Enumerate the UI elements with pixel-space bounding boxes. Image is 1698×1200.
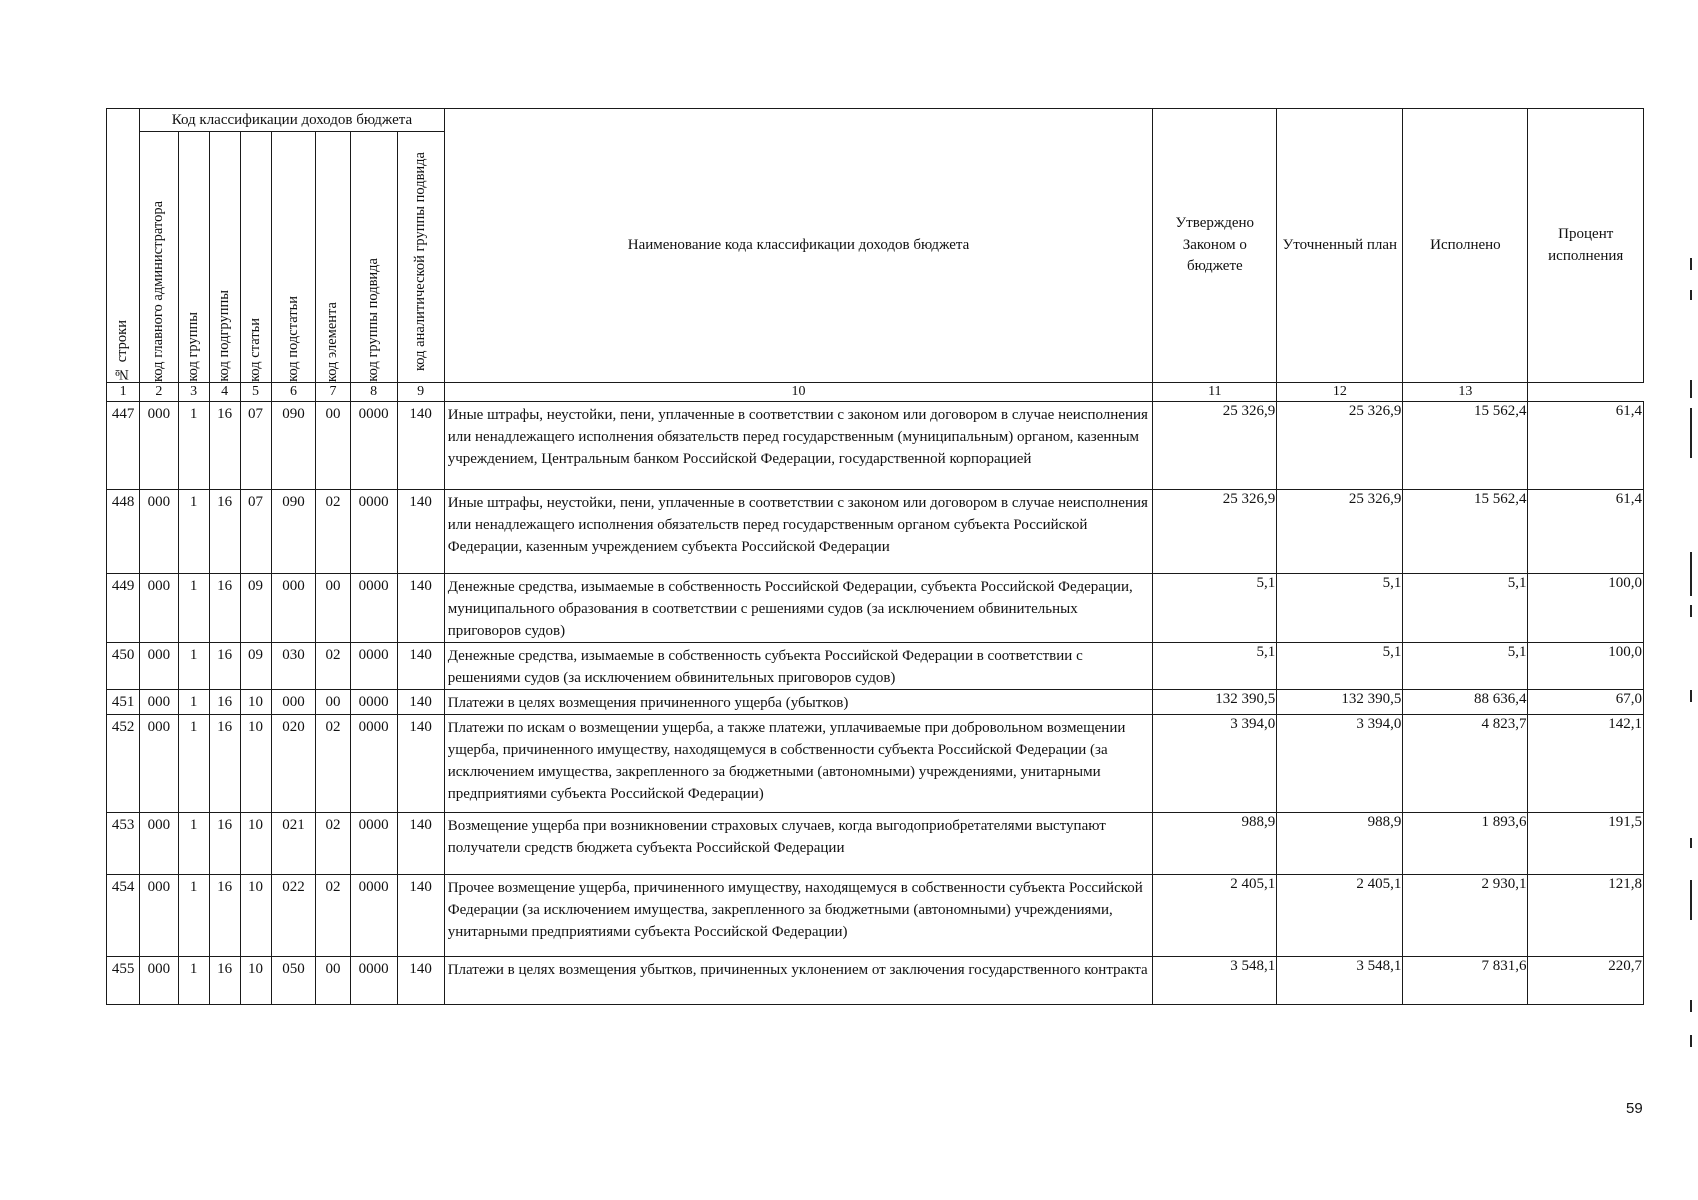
executed-value: 5,1 <box>1403 574 1528 643</box>
index-cell: 1 <box>107 383 140 402</box>
code-cell: 022 <box>271 875 316 957</box>
row-number: 454 <box>107 875 140 957</box>
budget-income-table <box>106 108 1644 1005</box>
code-cell: 16 <box>209 643 240 690</box>
row-number: 447 <box>107 402 140 490</box>
code-cell: 00 <box>316 574 350 643</box>
row-name: Денежные средства, изымаемые в собственность Российской Федерации, субъекта Российской Федерации, муниципального образования в соответствии с решениями судов (за исключением обвинительных приговоров судов) <box>444 574 1153 643</box>
refined-value: 988,9 <box>1277 813 1403 875</box>
code-cell: 000 <box>140 690 178 715</box>
approved-value: 5,1 <box>1153 643 1277 690</box>
code-cell: 10 <box>240 813 271 875</box>
code-cell: 140 <box>397 402 444 490</box>
code-cell: 140 <box>397 875 444 957</box>
code-cell: 09 <box>240 643 271 690</box>
executed-value: 1 893,6 <box>1403 813 1528 875</box>
code-cell: 000 <box>140 813 178 875</box>
code-cell: 1 <box>178 813 209 875</box>
percent-value: 100,0 <box>1528 574 1644 643</box>
code-cell: 16 <box>209 490 240 574</box>
code-cell: 0000 <box>350 690 397 715</box>
header-code-group-col: код группы <box>178 132 209 383</box>
code-cell: 000 <box>140 875 178 957</box>
code-cell: 1 <box>178 690 209 715</box>
code-cell: 000 <box>140 643 178 690</box>
approved-value: 132 390,5 <box>1153 690 1277 715</box>
header-executed: Исполнено <box>1403 109 1528 383</box>
index-cell: 13 <box>1403 383 1528 402</box>
approved-value: 2 405,1 <box>1153 875 1277 957</box>
code-cell: 140 <box>397 490 444 574</box>
code-cell: 1 <box>178 490 209 574</box>
row-number: 453 <box>107 813 140 875</box>
executed-value: 15 562,4 <box>1403 402 1528 490</box>
table-row <box>107 490 1644 574</box>
code-cell: 000 <box>140 490 178 574</box>
code-cell: 02 <box>316 490 350 574</box>
code-cell: 16 <box>209 690 240 715</box>
code-cell: 0000 <box>350 574 397 643</box>
code-cell: 140 <box>397 574 444 643</box>
code-cell: 0000 <box>350 402 397 490</box>
code-cell: 1 <box>178 574 209 643</box>
header-code-article: код статьи <box>240 132 271 383</box>
percent-value: 220,7 <box>1528 957 1644 1005</box>
index-cell: 7 <box>316 383 350 402</box>
code-cell: 090 <box>271 402 316 490</box>
code-cell: 000 <box>271 574 316 643</box>
code-cell: 02 <box>316 813 350 875</box>
executed-value: 7 831,6 <box>1403 957 1528 1005</box>
index-cell: 2 <box>140 383 178 402</box>
percent-value: 67,0 <box>1528 690 1644 715</box>
index-cell: 3 <box>178 383 209 402</box>
approved-value: 3 548,1 <box>1153 957 1277 1005</box>
table-row <box>107 402 1644 490</box>
code-cell: 10 <box>240 715 271 813</box>
row-name: Денежные средства, изымаемые в собственность субъекта Российской Федерации в соответствии с решениями судов (за исключением обвинительных приговоров судов) <box>444 643 1153 690</box>
code-cell: 0000 <box>350 957 397 1005</box>
approved-value: 25 326,9 <box>1153 402 1277 490</box>
code-cell: 10 <box>240 690 271 715</box>
row-number: 449 <box>107 574 140 643</box>
code-cell: 000 <box>140 402 178 490</box>
percent-value: 61,4 <box>1528 490 1644 574</box>
row-number: 452 <box>107 715 140 813</box>
row-number: 455 <box>107 957 140 1005</box>
row-name: Возмещение ущерба при возникновении страховых случаев, когда выгодоприобретателями выступают получатели средств бюджета субъекта Российской Федерации <box>444 813 1153 875</box>
row-name: Прочее возмещение ущерба, причиненного имуществу, находящемуся в собственности субъекта Российской Федерации (за исключением имущества, закрепленного за бюджетными (автономными) учреждениями, унитарными предприятиями субъекта Российской Федерации) <box>444 875 1153 957</box>
index-cell: 12 <box>1277 383 1403 402</box>
code-cell: 00 <box>316 402 350 490</box>
code-cell: 1 <box>178 875 209 957</box>
header-code-subtype-group: код группы подвида <box>350 132 397 383</box>
header-code-analytic-group: код аналитической группы подвида <box>397 132 444 383</box>
row-number: 451 <box>107 690 140 715</box>
header-refined: Уточненный план <box>1277 109 1403 383</box>
refined-value: 5,1 <box>1277 574 1403 643</box>
table-row <box>107 643 1644 690</box>
code-cell: 16 <box>209 875 240 957</box>
table-row <box>107 813 1644 875</box>
code-cell: 140 <box>397 715 444 813</box>
code-cell: 00 <box>316 957 350 1005</box>
row-number: 450 <box>107 643 140 690</box>
code-cell: 000 <box>140 574 178 643</box>
percent-value: 142,1 <box>1528 715 1644 813</box>
table-row <box>107 715 1644 813</box>
table-row <box>107 875 1644 957</box>
approved-value: 3 394,0 <box>1153 715 1277 813</box>
code-cell: 1 <box>178 715 209 813</box>
scan-edge-marks <box>1690 0 1698 1200</box>
code-cell: 140 <box>397 643 444 690</box>
approved-value: 5,1 <box>1153 574 1277 643</box>
code-cell: 050 <box>271 957 316 1005</box>
header-code-subgroup: код подгруппы <box>209 132 240 383</box>
refined-value: 25 326,9 <box>1277 490 1403 574</box>
code-cell: 07 <box>240 490 271 574</box>
code-cell: 0000 <box>350 490 397 574</box>
row-name: Иные штрафы, неустойки, пени, уплаченные в соответствии с законом или договором в случае неисполнения или ненадлежащего исполнения обязательств перед государственным органом субъекта Российской Федерации, казенным учреждением субъекта Российской Федерации <box>444 490 1153 574</box>
header-name: Наименование кода классификации доходов бюджета <box>444 109 1153 383</box>
code-cell: 16 <box>209 402 240 490</box>
row-name: Платежи в целях возмещения причиненного ущерба (убытков) <box>444 690 1153 715</box>
code-cell: 140 <box>397 813 444 875</box>
percent-value: 100,0 <box>1528 643 1644 690</box>
code-cell: 000 <box>271 690 316 715</box>
code-cell: 16 <box>209 715 240 813</box>
header-approved: Утверждено Законом о бюджете <box>1153 109 1277 383</box>
percent-value: 61,4 <box>1528 402 1644 490</box>
code-cell: 02 <box>316 875 350 957</box>
index-cell: 6 <box>271 383 316 402</box>
row-name: Иные штрафы, неустойки, пени, уплаченные в соответствии с законом или договором в случае неисполнения или ненадлежащего исполнения обязательств перед государственным (муниципальным) органом, казенным учреждением, Центральным банком Российской Федерации, государственной корпорацией <box>444 402 1153 490</box>
code-cell: 0000 <box>350 643 397 690</box>
code-cell: 140 <box>397 690 444 715</box>
code-cell: 02 <box>316 643 350 690</box>
code-cell: 1 <box>178 643 209 690</box>
header-code-group: Код классификации доходов бюджета <box>140 109 445 132</box>
code-cell: 00 <box>316 690 350 715</box>
percent-value: 191,5 <box>1528 813 1644 875</box>
row-number: 448 <box>107 490 140 574</box>
page-number: 59 <box>1626 1100 1643 1117</box>
code-cell: 0000 <box>350 715 397 813</box>
code-cell: 0000 <box>350 875 397 957</box>
code-cell: 090 <box>271 490 316 574</box>
code-cell: 09 <box>240 574 271 643</box>
code-cell: 1 <box>178 957 209 1005</box>
code-cell: 000 <box>140 715 178 813</box>
refined-value: 3 548,1 <box>1277 957 1403 1005</box>
index-row <box>107 383 1644 402</box>
refined-value: 5,1 <box>1277 643 1403 690</box>
index-cell: 4 <box>209 383 240 402</box>
header-code-element: код элемента <box>316 132 350 383</box>
code-cell: 021 <box>271 813 316 875</box>
header-code-subarticle: код подстатьи <box>271 132 316 383</box>
approved-value: 25 326,9 <box>1153 490 1277 574</box>
code-cell: 0000 <box>350 813 397 875</box>
table-row <box>107 690 1644 715</box>
executed-value: 4 823,7 <box>1403 715 1528 813</box>
executed-value: 88 636,4 <box>1403 690 1528 715</box>
index-cell: 5 <box>240 383 271 402</box>
header-row-number: № строки <box>107 109 140 383</box>
executed-value: 15 562,4 <box>1403 490 1528 574</box>
code-cell: 16 <box>209 813 240 875</box>
table-row <box>107 957 1644 1005</box>
code-cell: 020 <box>271 715 316 813</box>
code-cell: 140 <box>397 957 444 1005</box>
percent-value: 121,8 <box>1528 875 1644 957</box>
row-name: Платежи по искам о возмещении ущерба, а также платежи, уплачиваемые при добровольном возмещении ущерба, причиненного имуществу, находящемуся в собственности субъекта Российской Федерации (за исключением имущества, закрепленного за бюджетными (автономными) учреждениями, унитарными предприятиями субъекта Российской Федерации) <box>444 715 1153 813</box>
index-cell: 9 <box>397 383 444 402</box>
executed-value: 2 930,1 <box>1403 875 1528 957</box>
code-cell: 030 <box>271 643 316 690</box>
code-cell: 1 <box>178 402 209 490</box>
table-row <box>107 574 1644 643</box>
refined-value: 3 394,0 <box>1277 715 1403 813</box>
code-cell: 16 <box>209 574 240 643</box>
code-cell: 10 <box>240 957 271 1005</box>
executed-value: 5,1 <box>1403 643 1528 690</box>
header-percent: Процент исполнения <box>1528 109 1644 383</box>
index-cell: 10 <box>444 383 1153 402</box>
code-cell: 16 <box>209 957 240 1005</box>
index-cell: 8 <box>350 383 397 402</box>
header-code-admin: код главного администратора <box>140 132 178 383</box>
refined-value: 25 326,9 <box>1277 402 1403 490</box>
code-cell: 02 <box>316 715 350 813</box>
code-cell: 000 <box>140 957 178 1005</box>
index-cell: 11 <box>1153 383 1277 402</box>
approved-value: 988,9 <box>1153 813 1277 875</box>
code-cell: 07 <box>240 402 271 490</box>
row-name: Платежи в целях возмещения убытков, причиненных уклонением от заключения государственного контракта <box>444 957 1153 1005</box>
refined-value: 132 390,5 <box>1277 690 1403 715</box>
budget-income-table-container <box>106 108 1644 1005</box>
refined-value: 2 405,1 <box>1277 875 1403 957</box>
code-cell: 10 <box>240 875 271 957</box>
